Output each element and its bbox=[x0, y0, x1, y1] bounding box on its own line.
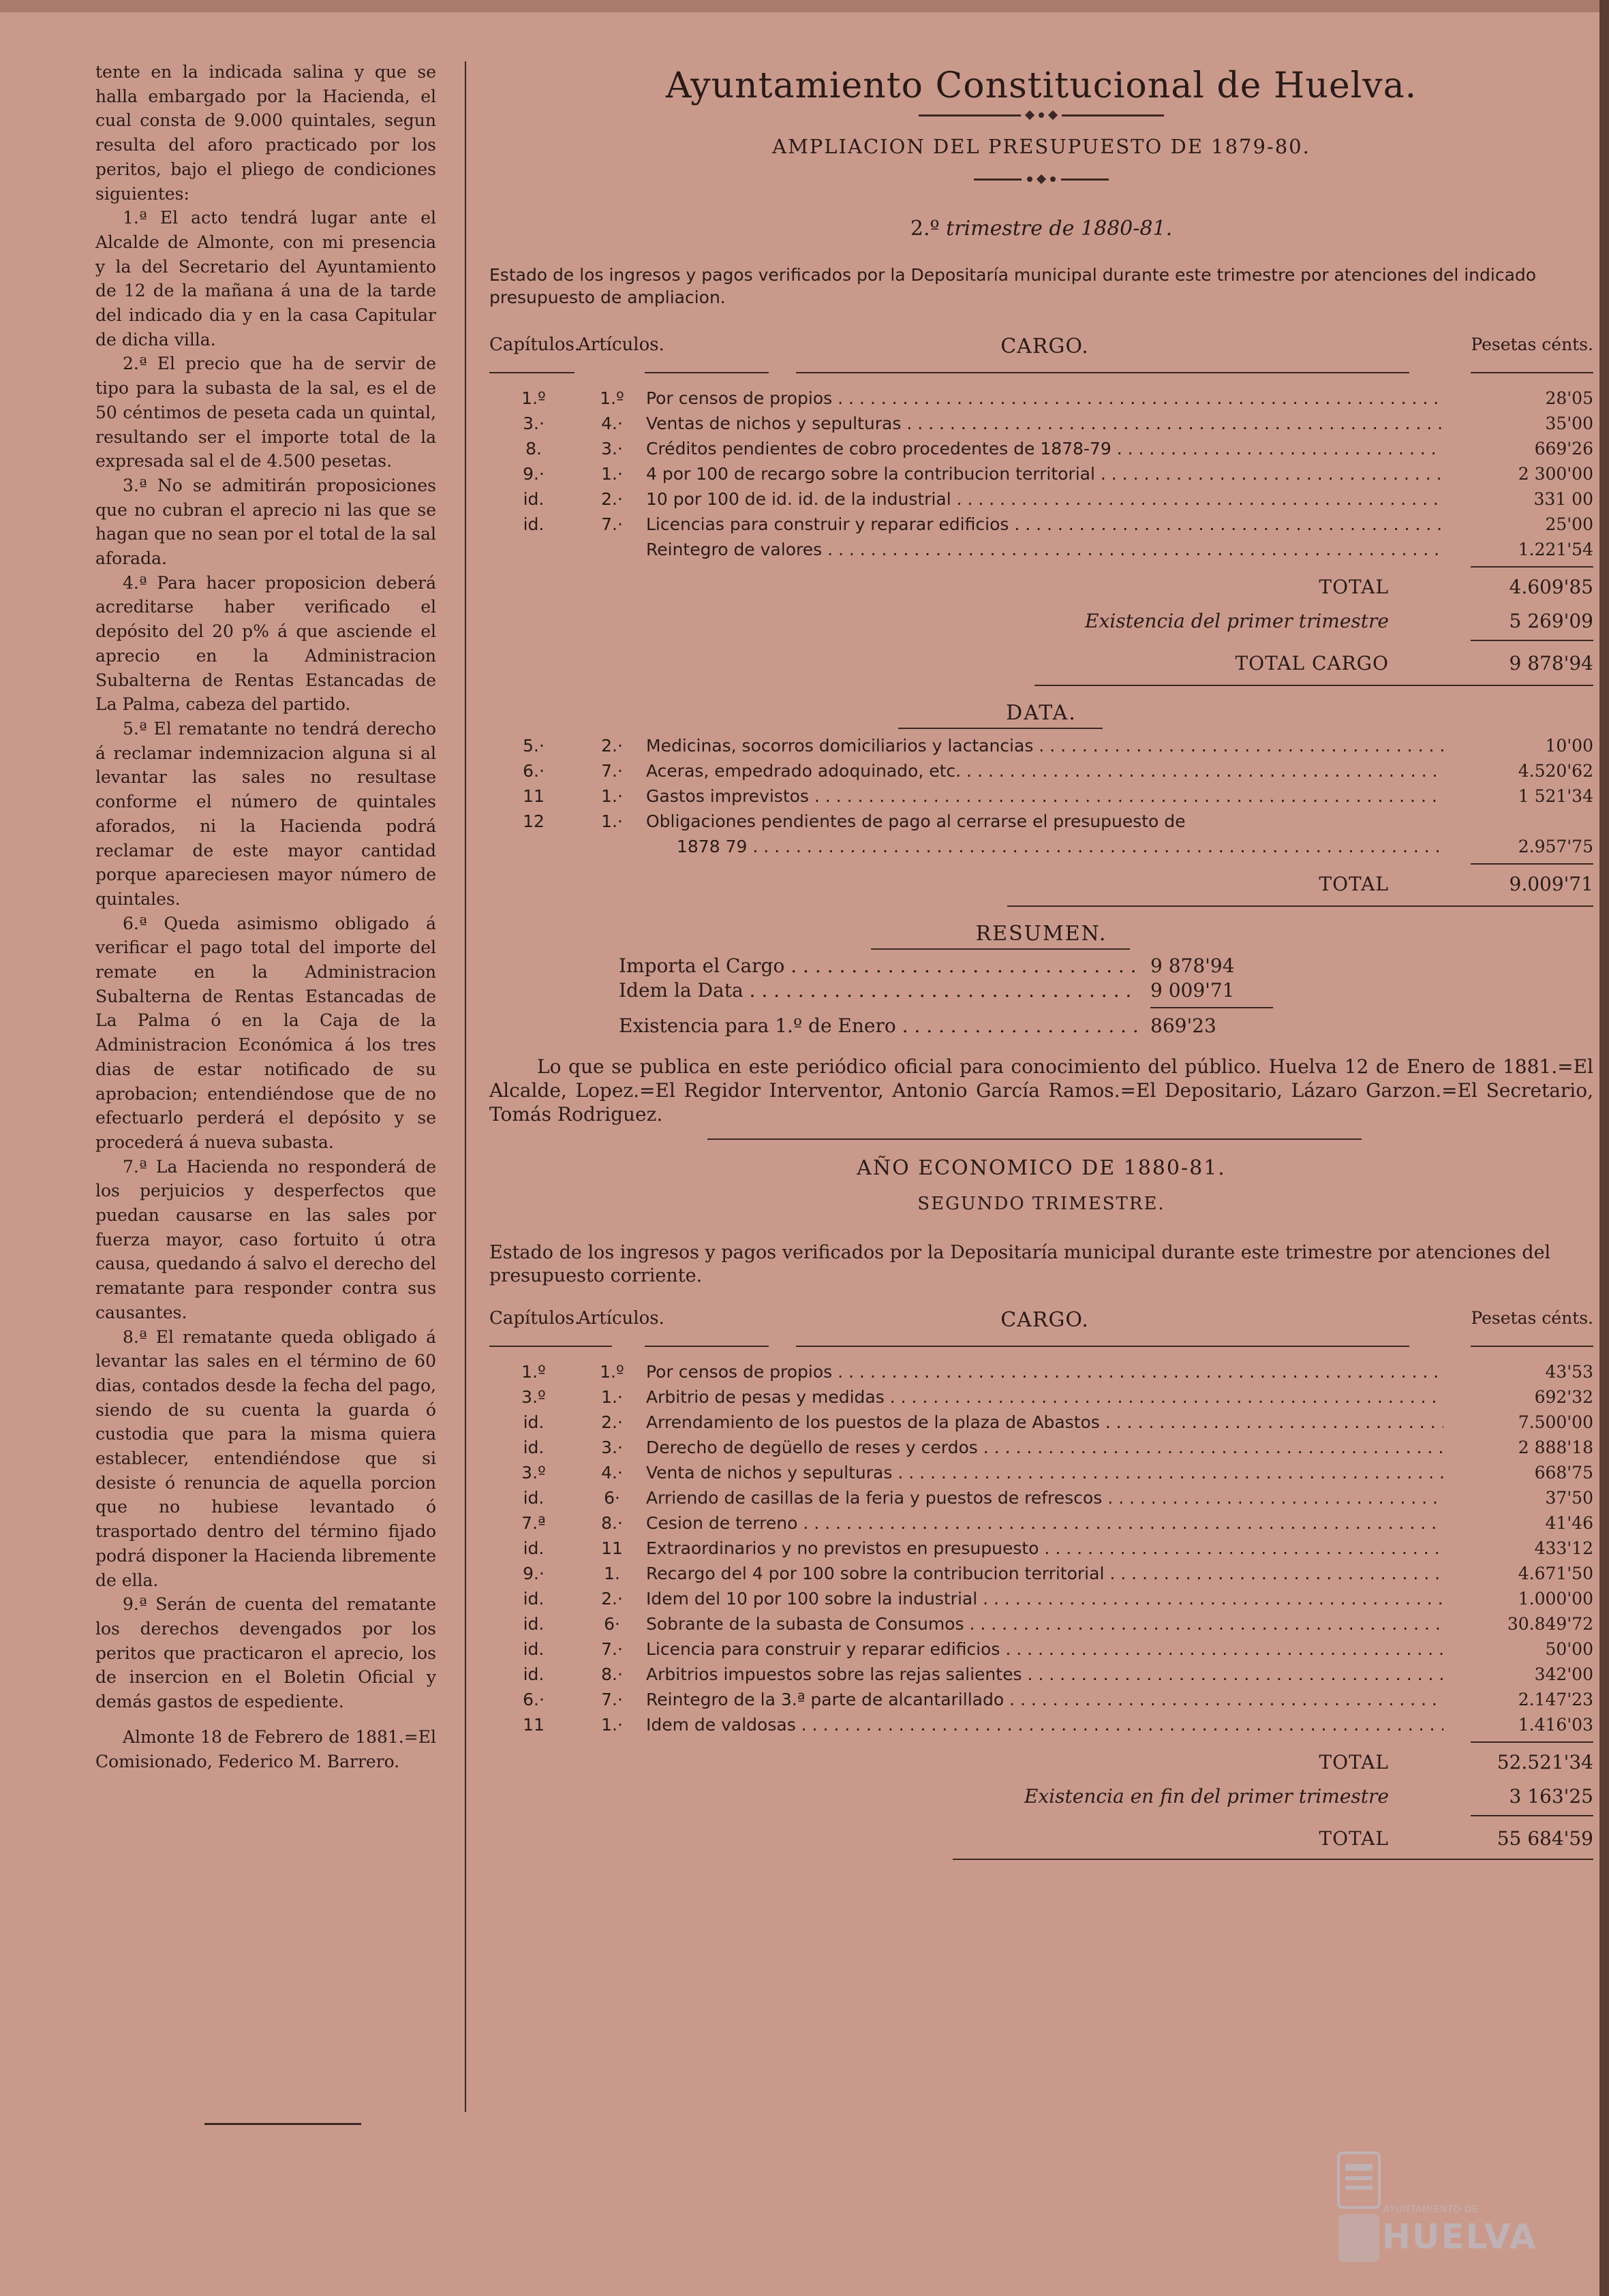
table-row bbox=[489, 1636, 1593, 1662]
page-title: Ayuntamiento Constitucional de Huelva. bbox=[665, 65, 1418, 106]
cell-importe: 50'00 bbox=[1545, 1639, 1593, 1659]
section1-existencia-row bbox=[489, 604, 1593, 638]
cell-articulo: 6· bbox=[604, 1614, 620, 1634]
cell-concepto: Idem de valdosas . . . bbox=[646, 1712, 1443, 1737]
total-label: TOTAL bbox=[1319, 1751, 1389, 1773]
table-row bbox=[489, 784, 1593, 809]
section2-table-header bbox=[489, 1308, 1593, 1346]
cell-importe: 668'75 bbox=[1534, 1463, 1593, 1483]
cell-articulo: 1.· bbox=[601, 464, 623, 484]
cell-capitulo: 3.· bbox=[523, 414, 545, 433]
section1-end-rule bbox=[489, 681, 1593, 689]
table-row bbox=[489, 1536, 1593, 1561]
cell-articulo: 1.· bbox=[601, 1715, 623, 1735]
cell-capitulo: 3.º bbox=[521, 1463, 546, 1483]
table-row bbox=[489, 1510, 1593, 1536]
section2-end-rule bbox=[489, 1856, 1593, 1864]
left-paragraph: 2.ª El precio que ha de servir de tipo para la subasta de la sal, es el de 50 céntimos de peseta cada un quintal, resultando ser el importe total de la expresada sal el de 4.500 pesetas. bbox=[95, 354, 436, 471]
cell-concepto: Gastos imprevistos . . . bbox=[646, 784, 1443, 809]
cell-articulo: 7.· bbox=[601, 1639, 623, 1659]
table-row bbox=[489, 1359, 1593, 1384]
cell-articulo: 2.· bbox=[601, 1589, 623, 1609]
cell-importe: 1 521'34 bbox=[1518, 786, 1593, 806]
cell-concepto: Licencias para construir y reparar edificios . . . bbox=[646, 512, 1443, 537]
data-title: DATA. bbox=[1006, 701, 1077, 725]
cell-capitulo: 1.º bbox=[521, 388, 546, 408]
resumen-block bbox=[619, 954, 1300, 1038]
right-column bbox=[489, 55, 1593, 1864]
resumen-existencia-label: Existencia para 1.º de Enero . . . bbox=[619, 1014, 1137, 1038]
cell-capitulo: 8. bbox=[525, 439, 542, 459]
left-paragraph: 9.ª Serán de cuenta del rematante los derechos devengados por los peritos que practicaron el aprecio, los de insercion en el Boletin Oficial y demás gastos de espediente. bbox=[95, 1594, 436, 1712]
section1-total-row bbox=[489, 570, 1593, 604]
left-signature: Almonte 18 de Febrero de 1881.=El Comisionado, Federico M. Barrero. bbox=[95, 1726, 436, 1771]
cell-importe: 35'00 bbox=[1545, 414, 1593, 433]
col-header-capitulos: Capítulos. bbox=[489, 335, 581, 355]
cell-articulo: 1.º bbox=[600, 388, 624, 408]
table-row bbox=[489, 1611, 1593, 1636]
cell-capitulo: id. bbox=[523, 1639, 545, 1659]
data-total-label: TOTAL bbox=[1319, 873, 1389, 895]
cell-concepto: Reintegro de la 3.ª parte de alcantarillado . . . bbox=[646, 1687, 1443, 1712]
cell-capitulo: 9.· bbox=[523, 464, 545, 484]
section2-intro: Estado de los ingresos y pagos verificados por la Depositaría municipal durante este trimestre por atenciones del presupuesto corriente. bbox=[489, 1242, 1551, 1286]
cell-concepto: Recargo del 4 por 100 sobre la contribucion territorial . . . bbox=[646, 1561, 1443, 1586]
cell-importe: 4.520'62 bbox=[1518, 761, 1593, 781]
left-end-rule bbox=[204, 2123, 361, 2125]
cell-importe: 28'05 bbox=[1545, 388, 1593, 408]
left-paragraph: 5.ª El rematante no tendrá derecho á reclamar indemnizacion alguna si al levantar las sales no resultase conforme el número de quintales aforados, ni la Hacienda podrá reclamar de este mayor cantidad porque apareciesen mayor número de quintales. bbox=[95, 718, 436, 909]
table-row bbox=[489, 1712, 1593, 1737]
table-row bbox=[489, 733, 1593, 758]
cell-capitulo: 5.· bbox=[523, 736, 545, 756]
left-paragraph: tente en la indicada salina y que se halla embargado por la Hacienda, el cual consta de 9.000 quintales, segun resulta del aforo practicado por los peritos, bajo el pliego de condiciones siguientes: bbox=[95, 62, 436, 204]
cell-importe: 30.849'72 bbox=[1507, 1614, 1593, 1634]
section2-cargo-rows bbox=[489, 1359, 1593, 1737]
resumen-title: RESUMEN. bbox=[975, 922, 1107, 946]
cell-capitulo: id. bbox=[523, 1614, 545, 1634]
cell-concepto: Cesion de terreno . . . bbox=[646, 1510, 1443, 1536]
cell-concepto: Arriendo de casillas de la feria y puestos de refrescos . . . bbox=[646, 1485, 1443, 1510]
table-row bbox=[489, 809, 1593, 834]
table-row bbox=[489, 537, 1593, 562]
section1-table-header bbox=[489, 335, 1593, 372]
left-paragraph: 1.ª El acto tendrá lugar ante el Alcalde de Almonte, con mi presencia y la del Secretario del Ayuntamiento de 12 de la mañana á una de la tarde del indicado dia y en la casa Capitular de dicha villa. bbox=[95, 208, 436, 350]
left-paragraph: 8.ª El rematante queda obligado á levantar las sales en el término de 60 dias, contados desde la fecha del pago, siendo de su cuenta la guarda ó custodia que para la misma quiera establecer, entendiéndose que si desiste ó renuncia de aquella porcion que no hubiese levantado ó trasportado dentro del término fijado podrá disponer la Hacienda libremente de ella. bbox=[95, 1327, 436, 1590]
left-paragraph: 6.ª Queda asimismo obligado á verificar el pago total del importe del remate en la Administracion Subalterna de Rentas Estancadas de La Palma ó en la Caja de la Administracion Económica á los tres dias de estar notificado de su aprobacion; entendiéndose que de no efectuarlo perderá el depósito y se procederá á nueva subasta. bbox=[95, 913, 436, 1152]
cell-importe: 331 00 bbox=[1533, 489, 1593, 509]
cell-articulo: 1. bbox=[604, 1564, 620, 1583]
section2-subtitle: SEGUNDO TRIMESTRE. bbox=[917, 1194, 1165, 1214]
total-cargo-label: TOTAL CARGO bbox=[1235, 652, 1389, 674]
existencia-value: 5 269'09 bbox=[1509, 610, 1593, 632]
cell-concepto: 10 por 100 de id. id. de la industrial . . . bbox=[646, 486, 1443, 512]
trimester-number: 2.º bbox=[910, 217, 940, 241]
cell-importe: 2 300'00 bbox=[1518, 464, 1593, 484]
total-rule bbox=[489, 562, 1593, 570]
cell-importe: 342'00 bbox=[1534, 1664, 1593, 1684]
cell-importe: 2.147'23 bbox=[1518, 1690, 1593, 1709]
cell-importe: 1.221'54 bbox=[1518, 540, 1593, 559]
table-row bbox=[489, 1662, 1593, 1687]
cell-concepto: Arrendamiento de los puestos de la plaza de Abastos . . . bbox=[646, 1410, 1443, 1435]
header-rules bbox=[489, 372, 1593, 386]
section2-total-row bbox=[489, 1746, 1593, 1780]
data-total-rule bbox=[489, 859, 1593, 867]
total-label: TOTAL bbox=[1319, 576, 1389, 598]
cell-capitulo: id. bbox=[523, 1438, 545, 1457]
total2-value: 55 684'59 bbox=[1497, 1827, 1593, 1850]
subtitle-ornament bbox=[489, 176, 1593, 183]
cell-concepto: Venta de nichos y sepulturas . . . bbox=[646, 1460, 1443, 1485]
table-row bbox=[489, 758, 1593, 784]
cell-concepto: Por censos de propios . . . bbox=[646, 1359, 1443, 1384]
cell-capitulo: 6.· bbox=[523, 1690, 545, 1709]
existencia-value: 3 163'25 bbox=[1509, 1785, 1593, 1808]
section-separator bbox=[489, 1126, 1593, 1147]
cell-importe: 1.416'03 bbox=[1518, 1715, 1593, 1735]
cell-capitulo bbox=[489, 537, 578, 562]
cell-articulo: 4.· bbox=[601, 414, 623, 433]
section1-intro: Estado de los ingresos y pagos verificados por la Depositaría municipal durante este trimestre por atenciones del indicado presupuesto de ampliacion. bbox=[489, 265, 1537, 307]
table-row bbox=[489, 1687, 1593, 1712]
data-total-value: 9.009'71 bbox=[1509, 873, 1593, 895]
cell-articulo: 2.· bbox=[601, 736, 623, 756]
cell-importe: 669'26 bbox=[1534, 439, 1593, 459]
cell-concepto: Créditos pendientes de cobro procedentes de 1878-79 . . . bbox=[646, 436, 1443, 461]
table-row bbox=[489, 436, 1593, 461]
section1-data-total-row bbox=[489, 867, 1593, 901]
data-end-rule bbox=[489, 901, 1593, 910]
table-row bbox=[489, 1410, 1593, 1435]
cell-importe: 1.000'00 bbox=[1518, 1589, 1593, 1609]
cell-capitulo: id. bbox=[523, 1664, 545, 1684]
huelva-logo-watermark bbox=[1336, 2146, 1537, 2269]
section1-cargo-rows bbox=[489, 386, 1593, 562]
col-header-cargo: CARGO. bbox=[1000, 1308, 1089, 1332]
resumen-existencia-value: 869'23 bbox=[1150, 1014, 1216, 1037]
left-column-text bbox=[95, 60, 436, 1773]
cell-articulo: 2.· bbox=[601, 489, 623, 509]
cell-capitulo: id. bbox=[523, 489, 545, 509]
cell-concepto: Derecho de degüello de reses y cerdos . . . bbox=[646, 1435, 1443, 1460]
cell-articulo: 8.· bbox=[601, 1664, 623, 1684]
cell-articulo: 8.· bbox=[601, 1513, 623, 1533]
table-row bbox=[489, 1460, 1593, 1485]
left-paragraph: 4.ª Para hacer proposicion deberá acreditarse haber verificado el depósito del 20 p% á que asciende el aprecio en la Administracion Subalterna de Rentas Estancadas de La Palma, cabeza del partido. bbox=[95, 572, 436, 715]
cell-importe: 41'46 bbox=[1545, 1513, 1593, 1533]
total-value: 4.609'85 bbox=[1509, 576, 1593, 598]
cell-capitulo: 11 bbox=[523, 786, 545, 806]
cell-articulo: 3.· bbox=[601, 1438, 623, 1457]
cell-capitulo: 11 bbox=[523, 1715, 545, 1735]
cell-articulo: 11 bbox=[601, 1538, 623, 1558]
cell-importe: 10'00 bbox=[1545, 736, 1593, 756]
cell-capitulo: 3.º bbox=[521, 1387, 546, 1407]
page-edge-right bbox=[1599, 0, 1609, 2296]
table-row bbox=[489, 1384, 1593, 1410]
table-row bbox=[489, 461, 1593, 486]
col-header-cargo: CARGO. bbox=[1000, 335, 1089, 358]
total-cargo-value: 9 878'94 bbox=[1509, 652, 1593, 674]
cell-capitulo: 12 bbox=[523, 811, 545, 831]
cell-importe: 692'32 bbox=[1534, 1387, 1593, 1407]
existencia-label: Existencia del primer trimestre bbox=[1085, 610, 1389, 632]
cell-capitulo: 6.· bbox=[523, 761, 545, 781]
total-value: 52.521'34 bbox=[1497, 1751, 1593, 1773]
col-header-articulos: Artículos. bbox=[578, 335, 664, 355]
watermark-subtext: AYUNTAMIENTO DE bbox=[1383, 2205, 1479, 2215]
cell-concepto: Extraordinarios y no previstos en presupuesto . . . bbox=[646, 1536, 1443, 1561]
data-title-rule bbox=[489, 725, 1593, 733]
cell-concepto: Licencia para construir y reparar edificios . . . bbox=[646, 1636, 1443, 1662]
cell-concepto: Obligaciones pendientes de pago al cerrarse el presupuesto de bbox=[646, 811, 1186, 831]
publication-notice: Lo que se publica en este periódico oficial para conocimiento del público. Huelva 12 de Enero de 1881.=El Alcalde, Lopez.=El Regidor Interventor, Antonio García Ramos.=El Depositario, Lázaro Garzon.=El Secretario, Tomás Rodriguez. bbox=[489, 1055, 1593, 1126]
cell-articulo: 4.· bbox=[601, 1463, 623, 1483]
table-row bbox=[489, 386, 1593, 411]
cell-importe: 7.500'00 bbox=[1518, 1412, 1593, 1432]
cell-importe: 2.957'75 bbox=[1518, 837, 1593, 856]
title-ornament bbox=[489, 112, 1593, 119]
resumen-row bbox=[619, 954, 1300, 978]
cell-concepto: Reintegro de valores . . . bbox=[646, 537, 1443, 562]
table-row bbox=[489, 834, 1593, 859]
resumen-cargo-label: Importa el Cargo . . . bbox=[619, 954, 1137, 978]
cell-capitulo: 9.· bbox=[523, 1564, 545, 1583]
total-cargo-rule bbox=[489, 638, 1593, 647]
col-header-articulos: Artículos. bbox=[578, 1308, 664, 1329]
section2-total-rule bbox=[489, 1737, 1593, 1746]
cell-concepto: Aceras, empedrado adoquinado, etc. . . . bbox=[646, 758, 1443, 784]
cell-importe: 2 888'18 bbox=[1518, 1438, 1593, 1457]
watermark-text: HUELVA bbox=[1382, 2217, 1537, 2256]
cell-articulo: 3.· bbox=[601, 439, 623, 459]
table-row bbox=[489, 1485, 1593, 1510]
cell-importe: 37'50 bbox=[1545, 1488, 1593, 1508]
cell-importe: 4.671'50 bbox=[1518, 1564, 1593, 1583]
cell-capitulo: 1.º bbox=[521, 1362, 546, 1382]
cell-articulo: 7.· bbox=[601, 1690, 623, 1709]
column-divider bbox=[465, 61, 466, 2112]
table-row bbox=[489, 1561, 1593, 1586]
cell-concepto: Ventas de nichos y sepulturas . . . bbox=[646, 411, 1443, 436]
resumen-cargo-value: 9 878'94 bbox=[1150, 955, 1235, 977]
cell-capitulo: id. bbox=[523, 514, 545, 534]
cell-importe: 43'53 bbox=[1545, 1362, 1593, 1382]
cell-articulo: 1.· bbox=[601, 1387, 623, 1407]
col-header-pesetas: Pesetas cénts. bbox=[1471, 335, 1593, 354]
resumen-row bbox=[619, 1014, 1300, 1038]
table-row bbox=[489, 411, 1593, 436]
table-row bbox=[489, 512, 1593, 537]
section1-data-rows bbox=[489, 733, 1593, 859]
resumen-data-value: 9 009'71 bbox=[1150, 979, 1235, 1002]
header-rules bbox=[489, 1346, 1593, 1359]
subtitle-ampliacion: AMPLIACION DEL PRESUPUESTO DE 1879-80. bbox=[772, 135, 1311, 158]
left-paragraph: 7.ª La Hacienda no responderá de los perjuicios y desperfectos que puedan causarse en las sales por fuerza mayor, caso fortuito ú otra causa, quedando á salvo el derecho del rematante para responder contra sus causantes. bbox=[95, 1156, 436, 1322]
trimester-text: trimestre de 1880-81. bbox=[946, 217, 1173, 241]
table-row bbox=[489, 486, 1593, 512]
cell-articulo: 7.· bbox=[601, 514, 623, 534]
resumen-row bbox=[619, 978, 1300, 1003]
cell-concepto: Idem del 10 por 100 sobre la industrial . . . bbox=[646, 1586, 1443, 1611]
section2-total2-rule bbox=[489, 1814, 1593, 1822]
page-edge-top bbox=[0, 0, 1609, 12]
section2-existencia-row bbox=[489, 1780, 1593, 1814]
cell-articulo: 2.· bbox=[601, 1412, 623, 1432]
cell-articulo: 1.· bbox=[601, 786, 623, 806]
table-row bbox=[489, 1435, 1593, 1460]
cell-importe: 25'00 bbox=[1545, 514, 1593, 534]
cell-importe: 433'12 bbox=[1534, 1538, 1593, 1558]
cell-capitulo: id. bbox=[523, 1538, 545, 1558]
cell-articulo: 7.· bbox=[601, 761, 623, 781]
left-paragraph: 3.ª No se admitirán proposiciones que no cubran el aprecio ni las que se hagan que no sean por el total de la sal aforada. bbox=[95, 475, 436, 569]
col-header-pesetas: Pesetas cénts. bbox=[1471, 1308, 1593, 1328]
resumen-data-label: Idem la Data . . . bbox=[619, 978, 1137, 1003]
cell-concepto: Arbitrios impuestos sobre las rejas salientes . . . bbox=[646, 1662, 1443, 1687]
cell-concepto: Sobrante de la subasta de Consumos . . . bbox=[646, 1611, 1443, 1636]
section2-title: AÑO ECONOMICO DE 1880-81. bbox=[857, 1156, 1226, 1180]
cell-concepto: Arbitrio de pesas y medidas . . . bbox=[646, 1384, 1443, 1410]
cell-articulo: 1.· bbox=[601, 811, 623, 831]
cell-capitulo: id. bbox=[523, 1412, 545, 1432]
table-row bbox=[489, 1586, 1593, 1611]
section2-total2-row bbox=[489, 1822, 1593, 1856]
section1-total-cargo-row bbox=[489, 647, 1593, 681]
cell-capitulo: id. bbox=[523, 1488, 545, 1508]
cell-articulo bbox=[578, 537, 646, 562]
resumen-title-rule bbox=[489, 946, 1593, 954]
col-header-capitulos: Capítulos. bbox=[489, 1308, 581, 1329]
cell-capitulo: 7.ª bbox=[521, 1513, 546, 1533]
cell-articulo: 1.º bbox=[600, 1362, 624, 1382]
cell-concepto: 4 por 100 de recargo sobre la contribucion territorial . . . bbox=[646, 461, 1443, 486]
trimester-heading bbox=[489, 217, 1593, 241]
existencia-label: Existencia en fin del primer trimestre bbox=[1024, 1785, 1389, 1808]
total2-label: TOTAL bbox=[1319, 1827, 1389, 1850]
cell-articulo: 6· bbox=[604, 1488, 620, 1508]
cell-concepto: Por censos de propios . . . bbox=[646, 386, 1443, 411]
cell-capitulo: id. bbox=[523, 1589, 545, 1609]
cell-concepto-cont: 1878 79 . . . bbox=[646, 834, 1443, 859]
cell-concepto: Medicinas, socorros domiciliarios y lactancias . . . bbox=[646, 733, 1443, 758]
